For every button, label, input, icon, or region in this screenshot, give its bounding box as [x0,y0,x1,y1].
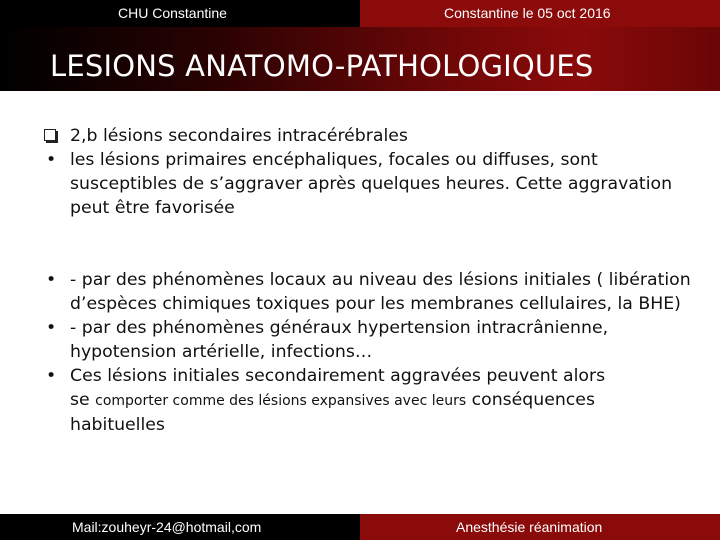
list-item [44,316,694,364]
header-left [0,0,360,27]
slide-title: LESIONS ANATOMO-PATHOLOGIQUES [50,49,594,83]
slide-content [44,124,694,437]
item-text: Ces lésions initiales secondairement aggravées peuvent alors [70,366,606,386]
item-text: 2,b lésions secondaires intracérébrales [70,126,408,146]
footer-bar [0,514,720,540]
list-item [44,268,694,316]
institution-label: CHU Constantine [118,5,227,21]
title-bar [0,27,720,91]
email-label: Mail:zouheyr-24@hotmail,com [72,519,262,535]
list-item [44,364,694,437]
footer-right [360,514,720,540]
item-text-small: comporter comme des lésions expansives avec leurs [95,393,467,409]
item-text: se [70,390,90,410]
header-bar [0,0,720,27]
department-label: Anesthésie réanimation [456,519,603,535]
checkbox-bullet-icon [44,129,56,141]
bullet-icon: • [46,150,57,170]
item-text: les lésions primaires encéphaliques, focales ou diffuses, sont susceptibles de s’aggraver après quelques heures. Cette aggravation peut être favorisée [70,150,673,218]
list-item [44,124,694,148]
header-right [360,0,720,27]
item-text: conséquences [471,390,595,410]
item-text-overflow: habituelles [70,415,165,435]
item-text: - par des phénomènes locaux au niveau des lésions initiales ( libération d’espèces chimiques toxiques pour les membranes cellulaires, la BHE) [70,270,691,314]
item-text: - par des phénomènes généraux hypertension intracrânienne, hypotension artérielle, infections… [70,318,609,362]
date-label: Constantine le 05 oct 2016 [444,5,611,21]
bullet-icon: • [46,318,57,338]
bullet-icon: • [46,366,57,386]
footer-left [0,514,360,540]
bullet-icon: • [46,270,57,290]
list-item [44,148,694,220]
